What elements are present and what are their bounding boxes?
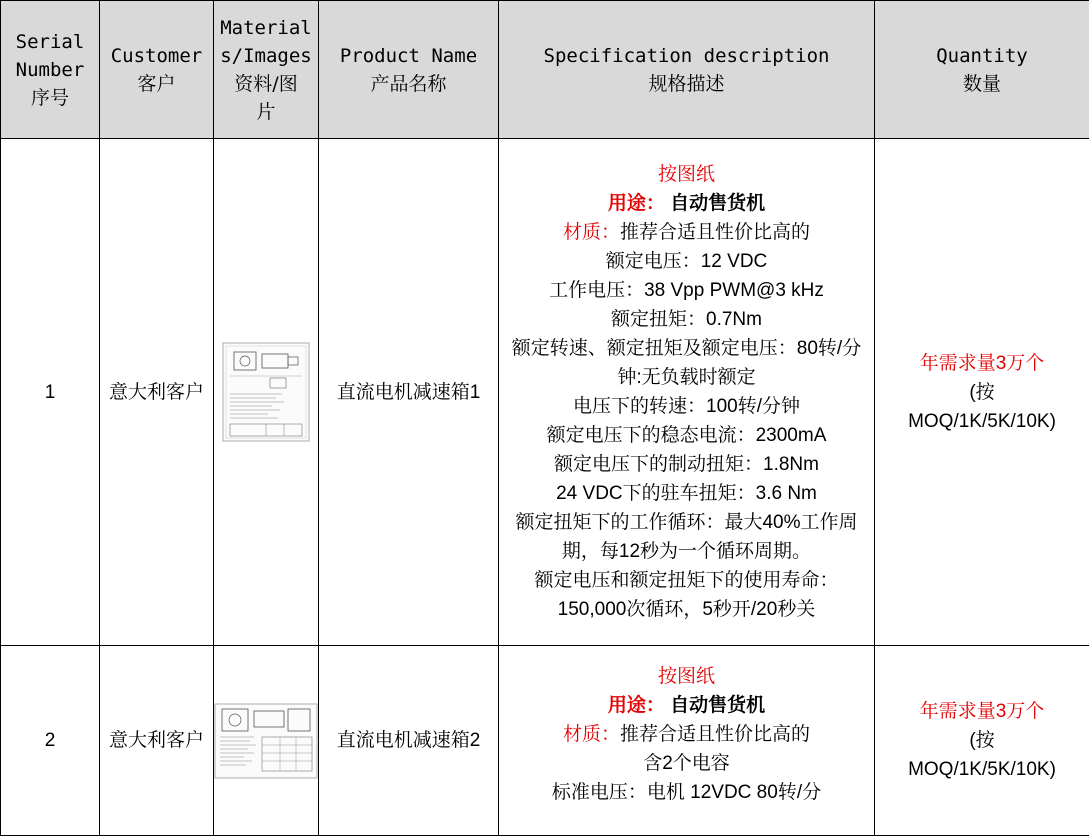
technical-drawing-thumbnail[interactable]: [222, 342, 310, 442]
spec-line: 额定电压下的稳态电流：2300mA: [503, 421, 870, 450]
spec-cell: [499, 646, 875, 836]
header-spec: Specification description 规格描述: [499, 1, 875, 139]
table-row: [1, 139, 1089, 646]
quantity-cell: [875, 139, 1089, 646]
moq-text: MOQ/1K/5K/10K): [875, 407, 1089, 436]
spec-line: 额定电压和额定扭矩下的使用寿命：150,000次循环，5秒开/20秒关: [503, 566, 870, 624]
spec-line: 额定电压：12 VDC: [503, 247, 870, 276]
spec-line: 额定电压下的制动扭矩：1.8Nm: [503, 450, 870, 479]
product-name-cell: 直流电机减速箱2: [319, 646, 499, 836]
spec-material: 材质：推荐合适且性价比高的: [503, 218, 870, 247]
spec-cell: [499, 139, 875, 646]
spec-use: 用途： 自动售货机: [503, 189, 870, 218]
serial-cell: 1: [1, 139, 100, 646]
spec-use: 用途： 自动售货机: [503, 691, 870, 720]
header-materials: Material s/Images 资料/图 片: [214, 1, 319, 139]
serial-cell: 2: [1, 646, 100, 836]
header-customer: Customer 客户: [100, 1, 214, 139]
spec-line: 额定转速、额定扭矩及额定电压：80转/分钟:无负载时额定: [503, 334, 870, 392]
annual-demand: 年需求量3万个: [875, 349, 1089, 378]
spec-line: 电压下的转速：100转/分钟: [503, 392, 870, 421]
spec-line: 额定扭矩下的工作循环：最大40%工作周期，每12秒为一个循环周期。: [503, 508, 870, 566]
technical-drawing-thumbnail[interactable]: [214, 703, 318, 779]
moq-open: (按: [875, 726, 1089, 755]
product-name-cell: 直流电机减速箱1: [319, 139, 499, 646]
spec-material: 材质：推荐合适且性价比高的: [503, 720, 870, 749]
spec-line: 含2个电容: [503, 749, 870, 778]
spec-line: 24 VDC下的驻车扭矩：3.6 Nm: [503, 479, 870, 508]
spec-per-drawing: 按图纸: [503, 160, 870, 189]
moq-text: MOQ/1K/5K/10K): [875, 755, 1089, 784]
header-product-name: Product Name 产品名称: [319, 1, 499, 139]
header-quantity: Quantity 数量: [875, 1, 1089, 139]
table-row: [1, 646, 1089, 836]
spec-line: 工作电压：38 Vpp PWM@3 kHz: [503, 276, 870, 305]
spec-per-drawing: 按图纸: [503, 662, 870, 691]
customer-cell: 意大利客户: [100, 139, 214, 646]
image-cell[interactable]: [214, 646, 319, 836]
quantity-cell: [875, 646, 1089, 836]
header-serial: Serial Number 序号: [1, 1, 100, 139]
moq-open: (按: [875, 378, 1089, 407]
annual-demand: 年需求量3万个: [875, 697, 1089, 726]
image-cell[interactable]: [214, 139, 319, 646]
spec-line: 标准电压：电机 12VDC 80转/分: [503, 778, 870, 807]
spec-line: 额定扭矩：0.7Nm: [503, 305, 870, 334]
customer-cell: 意大利客户: [100, 646, 214, 836]
header-row: [1, 1, 1089, 139]
